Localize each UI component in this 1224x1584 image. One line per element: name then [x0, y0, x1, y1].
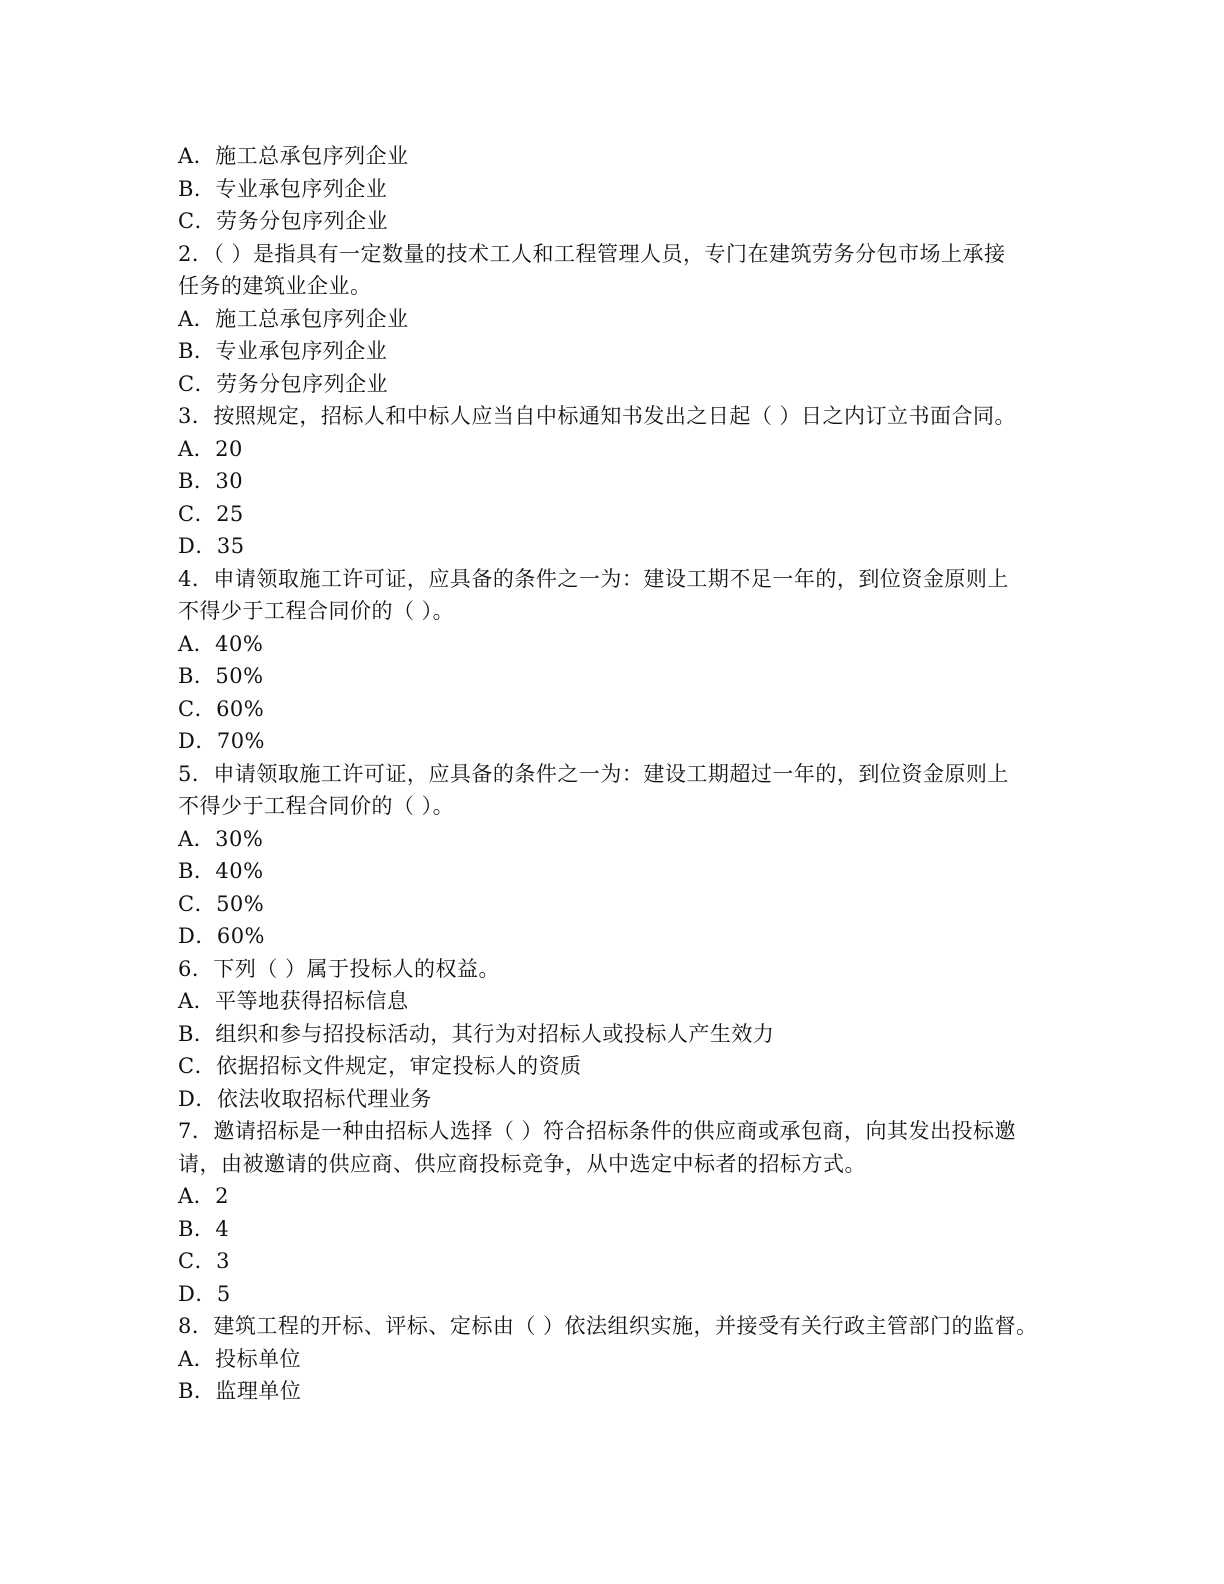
text-line: D．依法收取招标代理业务: [178, 1086, 432, 1111]
text-line: C．50%: [178, 891, 265, 916]
text-line: C．劳务分包序列企业: [178, 209, 389, 233]
text-line: B．40%: [178, 859, 264, 883]
text-line: D．5: [178, 1281, 231, 1306]
question-line: 不得少于工程合同价的（ ）。: [178, 794, 455, 818]
question-line: 7．邀请招标是一种由招标人选择（ ）符合招标条件的供应商或承包商，向其发出投标邀: [178, 1119, 1017, 1143]
text-line: B．30: [178, 469, 244, 493]
question-line: 6．下列（ ）属于投标人的权益。: [178, 956, 501, 981]
question-line: 8．建筑工程的开标、评标、定标由（ ）依法组织实施，并接受有关行政主管部门的监督。: [178, 1314, 1038, 1338]
text-line: B．专业承包序列企业: [178, 339, 388, 363]
text-line: B．4: [178, 1216, 230, 1241]
question-line: 请，由被邀请的供应商、供应商投标竞争，从中选定中标者的招标方式。: [178, 1151, 866, 1176]
text-line: C．劳务分包序列企业: [178, 371, 389, 396]
document-page: [178, 140, 1058, 1408]
question-line: 3．按照规定，招标人和中标人应当自中标通知书发出之日起（ ）日之内订立书面合同。: [178, 404, 1017, 428]
question-line: 5．申请领取施工许可证，应具备的条件之一为：建设工期超过一年的，到位资金原则上: [178, 761, 1009, 786]
question-line: 2．（ ）是指具有一定数量的技术工人和工程管理人员，专门在建筑劳务分包市场上承接: [178, 241, 1006, 266]
text-line: A．40%: [178, 631, 264, 656]
text-line: B．监理单位: [178, 1379, 302, 1403]
text-line: A．施工总承包序列企业: [178, 144, 409, 168]
text-line: A．平等地获得招标信息: [178, 989, 409, 1013]
text-line: B．组织和参与招投标活动，其行为对招标人或投标人产生效力: [178, 1021, 775, 1046]
text-line: A．2: [178, 1184, 230, 1208]
text-line: D．70%: [178, 729, 266, 753]
text-line: B．50%: [178, 664, 264, 688]
text-line: A．投标单位: [178, 1346, 302, 1371]
text-line: A．施工总承包序列企业: [178, 306, 409, 331]
text-line: D．35: [178, 534, 245, 558]
question-line: 4．申请领取施工许可证，应具备的条件之一为：建设工期不足一年的，到位资金原则上: [178, 566, 1009, 591]
text-line: A．30%: [178, 826, 264, 851]
text-line: C．3: [178, 1249, 230, 1273]
text-line: B．专业承包序列企业: [178, 176, 388, 201]
text-line: A．20: [178, 436, 243, 461]
text-line: C．依据招标文件规定，审定投标人的资质: [178, 1054, 582, 1078]
text-line: C．25: [178, 501, 244, 526]
text-line: D．60%: [178, 924, 266, 948]
text-line: C．60%: [178, 696, 265, 721]
question-line: 不得少于工程合同价的（ ）。: [178, 599, 455, 623]
question-line: 任务的建筑业企业。: [178, 274, 372, 298]
